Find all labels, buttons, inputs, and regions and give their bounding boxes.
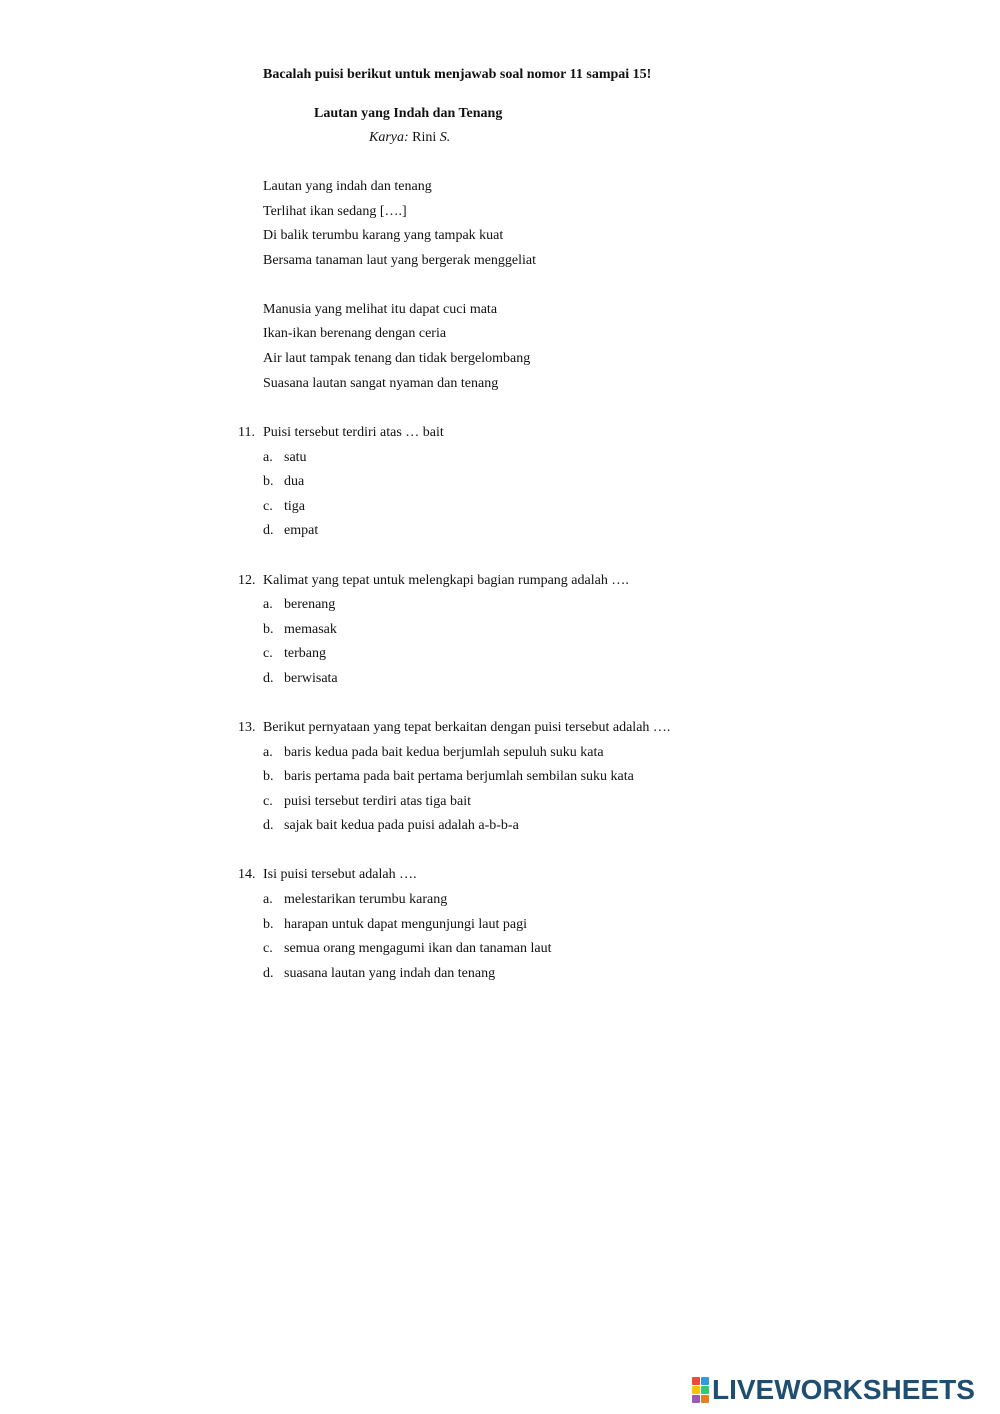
- option-label: d.: [263, 523, 274, 538]
- option-label: b.: [263, 622, 274, 637]
- option-text[interactable]: puisi tersebut terdiri atas tiga bait: [284, 794, 472, 809]
- option-label: b.: [263, 917, 274, 932]
- option-text[interactable]: semua orang mengagumi ikan dan tanaman laut: [284, 941, 552, 956]
- liveworksheets-logo: [692, 1376, 975, 1404]
- author-name: Rini: [412, 130, 437, 145]
- option-text[interactable]: berwisata: [284, 671, 338, 686]
- option-label: c.: [263, 499, 273, 514]
- option-label: a.: [263, 892, 273, 907]
- option-text[interactable]: suasana lautan yang indah dan tenang: [284, 966, 496, 981]
- poem-line: Suasana lautan sangat nyaman dan tenang: [263, 376, 499, 391]
- poem-line: Lautan yang indah dan tenang: [263, 179, 432, 194]
- logo-block: [701, 1377, 709, 1385]
- option-text[interactable]: terbang: [284, 646, 326, 661]
- logo-block: [701, 1386, 709, 1394]
- option-text[interactable]: harapan untuk dapat mengunjungi laut pagi: [284, 917, 527, 932]
- question-number: 13.: [238, 720, 256, 735]
- poem-author: [369, 130, 450, 146]
- logo-block: [692, 1377, 700, 1385]
- option-text[interactable]: tiga: [284, 499, 305, 514]
- logo-block: [692, 1386, 700, 1394]
- question-text: Kalimat yang tepat untuk melengkapi bagian rumpang adalah ….: [263, 573, 629, 588]
- option-text[interactable]: empat: [284, 523, 319, 538]
- question-number: 12.: [238, 573, 256, 588]
- author-label: Karya:: [369, 130, 409, 145]
- option-text[interactable]: berenang: [284, 597, 336, 612]
- option-text[interactable]: baris pertama pada bait pertama berjumlah sembilan suku kata: [284, 769, 634, 784]
- option-label: a.: [263, 597, 273, 612]
- option-label: d.: [263, 671, 274, 686]
- question-number: 14.: [238, 867, 256, 882]
- poem-line: Ikan-ikan berenang dengan ceria: [263, 326, 447, 341]
- logo-text: LIVEWORKSHEETS: [712, 1374, 975, 1405]
- option-label: b.: [263, 769, 274, 784]
- option-label: c.: [263, 646, 273, 661]
- poem-line: Manusia yang melihat itu dapat cuci mata: [263, 302, 498, 317]
- option-label: d.: [263, 818, 274, 833]
- question-text: Berikut pernyataan yang tepat berkaitan dengan puisi tersebut adalah ….: [263, 720, 671, 735]
- option-label: a.: [263, 450, 273, 465]
- option-label: c.: [263, 941, 273, 956]
- option-text[interactable]: memasak: [284, 622, 337, 637]
- option-text[interactable]: dua: [284, 474, 305, 489]
- option-label: b.: [263, 474, 274, 489]
- option-text[interactable]: melestarikan terumbu karang: [284, 892, 448, 907]
- author-initial: S.: [439, 130, 451, 145]
- question-text: Puisi tersebut terdiri atas … bait: [263, 425, 444, 440]
- poem-line: Di balik terumbu karang yang tampak kuat: [263, 228, 504, 243]
- poem-line: Air laut tampak tenang dan tidak bergelombang: [263, 351, 531, 366]
- option-label: a.: [263, 745, 273, 760]
- poem-line: Terlihat ikan sedang [….]: [263, 204, 407, 219]
- logo-block: [701, 1395, 709, 1403]
- question-text: Isi puisi tersebut adalah ….: [263, 867, 417, 882]
- option-text[interactable]: baris kedua pada bait kedua berjumlah sepuluh suku kata: [284, 745, 604, 760]
- option-text[interactable]: satu: [284, 450, 307, 465]
- logo-blocks-icon: [692, 1377, 709, 1403]
- option-label: d.: [263, 966, 274, 981]
- logo-block: [692, 1395, 700, 1403]
- instruction: Bacalah puisi berikut untuk menjawab soal nomor 11 sampai 15!: [263, 67, 652, 82]
- poem-line: Bersama tanaman laut yang bergerak menggeliat: [263, 253, 537, 268]
- question-number: 11.: [238, 425, 255, 440]
- option-label: c.: [263, 794, 273, 809]
- option-text[interactable]: sajak bait kedua pada puisi adalah a-b-b-a: [284, 818, 519, 833]
- poem-title: Lautan yang Indah dan Tenang: [314, 106, 503, 121]
